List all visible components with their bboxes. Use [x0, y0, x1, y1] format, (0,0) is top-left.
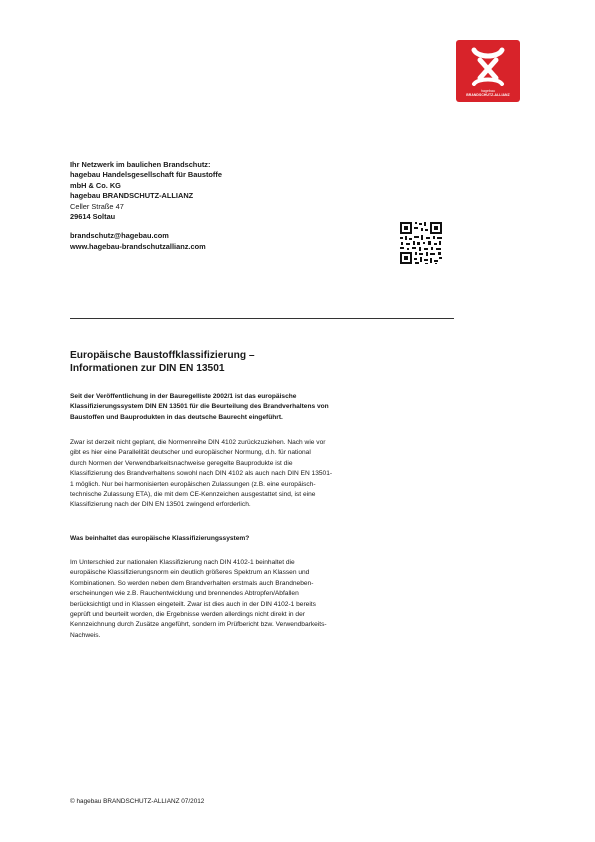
text-line: Seit der Veröffentlichung in der Bauregelliste 2002/1 ist das europäische	[70, 393, 297, 400]
spacer	[70, 222, 222, 231]
title-line-1: Europäische Baustoffklassifizierung –	[70, 350, 255, 361]
text-line: Kombinationen. So werden neben dem Brandverhalten erstmals auch Brandneben-	[70, 579, 314, 587]
text-line: Zwar ist derzeit nicht geplant, die Normenreihe DIN 4102 zurückzuziehen. Nach wie vor	[70, 439, 326, 446]
text-line: 1 möglich. Nur bei harmonisierten europäischen Zulassungen (z.B. eine europäisch-	[70, 480, 316, 488]
x-figure-icon	[468, 46, 508, 86]
address-line: Ihr Netzwerk im baulichen Brandschutz:	[70, 160, 211, 169]
divider	[70, 318, 454, 319]
text-line: Kennzeichnung durch Zusätze angeführt, sondern im Prüfbericht bzw. Verwendbarkeits-	[70, 621, 327, 629]
section-question: Was beinhaltet das europäische Klassifizierungssystem?	[70, 535, 250, 542]
text-line: Klassifizierung nach der DIN EN 13501 zwingend erforderlich.	[70, 501, 251, 509]
text-line: erscheinungen wie z.B. Rauchentwicklung und brennendes Abtropfen/Abfallen	[70, 590, 299, 598]
brand-logo	[456, 40, 520, 102]
text-line: gibt es hier eine Parallelität deutscher und europäischer Normung, d.h. für national	[70, 449, 311, 457]
footer-copyright: © hagebau BRANDSCHUTZ-ALLIANZ 07/2012	[70, 798, 205, 805]
page-title	[70, 349, 470, 375]
text-line: technische Zulassung ETA), die mit dem CE-Kennzeichen ausgestattet sind, ist eine	[70, 491, 316, 499]
title-line-2: Informationen zur DIN EN 13501	[70, 363, 225, 374]
body-paragraph-1	[70, 438, 458, 511]
text-line: Klassifizierungssystem DIN EN 13501 für die Beurteilung des Brandverhaltens von	[70, 403, 329, 411]
address-line: Celler Straße 47	[70, 201, 124, 211]
address-line: hagebau BRANDSCHUTZ-ALLIANZ	[70, 191, 194, 201]
website-link[interactable]: www.hagebau-brandschutzallianz.com	[70, 241, 206, 251]
address-block	[70, 160, 222, 252]
text-line: geprüft und beurteilt worden, die Ergebnisse werden allerdings nicht direkt in der	[70, 611, 305, 619]
text-line: berücksichtigt und in Klassen eingeteilt. Zwar ist dies auch in der DIN 4102-1 bereits	[70, 600, 316, 608]
text-line: durch Normen der Verwendbarkeitsnachweise geregelte Bauprodukte ist die	[70, 459, 293, 467]
text-line: Nachweis.	[70, 631, 101, 639]
qr-code-icon	[399, 221, 443, 265]
text-line: Baustoffen und Bauprodukten in das deutsche Baurecht eingeführt.	[70, 413, 283, 421]
address-line: hagebau Handelsgesellschaft für Baustoffe	[70, 170, 222, 180]
intro-paragraph	[70, 392, 458, 423]
logo-line-2: BRANDSCHUTZ-ALLIANZ	[466, 93, 510, 97]
address-line: mbH & Co. KG	[70, 180, 121, 190]
logo-line-1: hagebau	[481, 89, 495, 93]
text-line: Klassifizierung des Brandverhaltens sowohl nach DIN 4102 als auch nach DIN EN 13501-	[70, 470, 333, 478]
text-line: europäische Klassifizierungsnorm ein deutlich größeres Spektrum an Klassen und	[70, 569, 310, 577]
body-paragraph-2	[70, 558, 458, 641]
email-link[interactable]: brandschutz@hagebau.com	[70, 231, 169, 241]
text-line: Im Unterschied zur nationalen Klassifizierung nach DIN 4102-1 beinhaltet die	[70, 559, 295, 566]
address-line: 29614 Soltau	[70, 212, 116, 222]
